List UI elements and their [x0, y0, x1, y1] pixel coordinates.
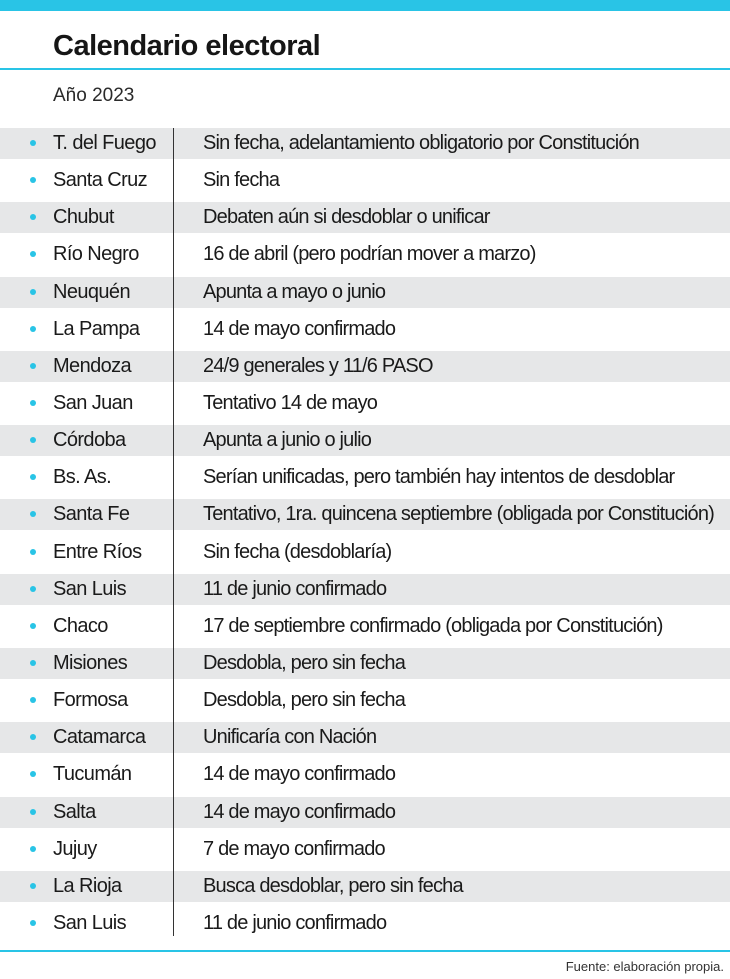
title-divider	[0, 68, 730, 70]
election-info: Busca desdoblar, pero sin fecha	[203, 874, 463, 897]
province-name: Mendoza	[53, 354, 132, 377]
province-name: San Luis	[53, 577, 127, 600]
election-info: 14 de mayo confirmado	[203, 800, 396, 823]
table-row	[0, 236, 730, 273]
table-row	[0, 496, 730, 533]
province-name: Misiones	[53, 651, 128, 674]
bullet-icon	[30, 846, 36, 852]
bullet-icon	[30, 400, 36, 406]
election-info: 14 de mayo confirmado	[203, 763, 396, 786]
bottom-divider	[0, 950, 730, 952]
election-info: Unificaría con Nación	[203, 726, 377, 749]
election-info: 17 de septiembre confirmado (obligada por Constitución)	[203, 614, 663, 637]
table-row	[0, 385, 730, 422]
table-row	[0, 348, 730, 385]
table-row	[0, 274, 730, 311]
election-info: 11 de junio confirmado	[203, 577, 387, 600]
bullet-icon	[30, 289, 36, 295]
table-row	[0, 868, 730, 905]
province-name: Chubut	[53, 206, 114, 229]
election-info: 7 de mayo confirmado	[203, 837, 385, 860]
province-name: Santa Fe	[53, 503, 130, 526]
election-info: Apunta a junio o julio	[203, 429, 372, 452]
table-row	[0, 682, 730, 719]
table-row	[0, 831, 730, 868]
table-row	[0, 645, 730, 682]
election-info: Sin fecha (desdoblaría)	[203, 540, 392, 563]
table-row	[0, 608, 730, 645]
election-info: Debaten aún si desdoblar o unificar	[203, 206, 490, 229]
province-name: La Pampa	[53, 317, 140, 340]
bullet-icon	[30, 920, 36, 926]
table-row	[0, 719, 730, 756]
province-name: Neuquén	[53, 280, 130, 303]
table-row	[0, 905, 730, 942]
province-name: Salta	[53, 800, 96, 823]
electoral-table	[0, 125, 730, 942]
page-title: Calendario electoral	[53, 30, 321, 62]
election-info: 11 de junio confirmado	[203, 911, 387, 934]
bullet-icon	[30, 549, 36, 555]
bullet-icon	[30, 326, 36, 332]
election-info: Sin fecha	[203, 169, 280, 192]
province-name: Jujuy	[53, 837, 97, 860]
bullet-icon	[30, 363, 36, 369]
bullet-icon	[30, 140, 36, 146]
bullet-icon	[30, 586, 36, 592]
election-info: 16 de abril (pero podrían mover a marzo)	[203, 243, 536, 266]
province-name: Córdoba	[53, 429, 126, 452]
page-subtitle: Año 2023	[53, 85, 135, 106]
province-name: Bs. As.	[53, 466, 112, 489]
table-row	[0, 199, 730, 236]
table-row	[0, 571, 730, 608]
bullet-icon	[30, 623, 36, 629]
province-name: Chaco	[53, 614, 108, 637]
table-row	[0, 756, 730, 793]
province-name: Entre Ríos	[53, 540, 142, 563]
table-row	[0, 534, 730, 571]
election-info: Tentativo, 1ra. quincena septiembre (obligada por Constitución)	[203, 503, 715, 526]
election-info: Desdobla, pero sin fecha	[203, 651, 406, 674]
table-row	[0, 162, 730, 199]
province-name: Tucumán	[53, 763, 132, 786]
province-name: Río Negro	[53, 243, 139, 266]
bullet-icon	[30, 883, 36, 889]
election-info: 24/9 generales y 11/6 PASO	[203, 354, 433, 377]
election-info: 14 de mayo confirmado	[203, 317, 396, 340]
table-row	[0, 459, 730, 496]
bullet-icon	[30, 660, 36, 666]
province-name: San Luis	[53, 911, 127, 934]
top-accent-bar	[0, 0, 730, 11]
bullet-icon	[30, 809, 36, 815]
province-name: Santa Cruz	[53, 169, 148, 192]
election-info: Serían unificadas, pero también hay intentos de desdoblar	[203, 466, 675, 489]
table-row	[0, 311, 730, 348]
election-info: Desdobla, pero sin fecha	[203, 689, 406, 712]
province-name: La Rioja	[53, 874, 122, 897]
source-note: Fuente: elaboración propia.	[565, 959, 724, 974]
province-name: T. del Fuego	[53, 132, 156, 154]
election-info: Apunta a mayo o junio	[203, 280, 386, 303]
province-name: Formosa	[53, 689, 128, 712]
column-divider	[173, 128, 174, 936]
table-row	[0, 422, 730, 459]
table-row	[0, 125, 730, 162]
election-info: Sin fecha, adelantamiento obligatorio por Constitución	[203, 132, 639, 154]
election-info: Tentativo 14 de mayo	[203, 391, 378, 414]
province-name: Catamarca	[53, 726, 146, 749]
province-name: San Juan	[53, 391, 133, 414]
table-row	[0, 794, 730, 831]
